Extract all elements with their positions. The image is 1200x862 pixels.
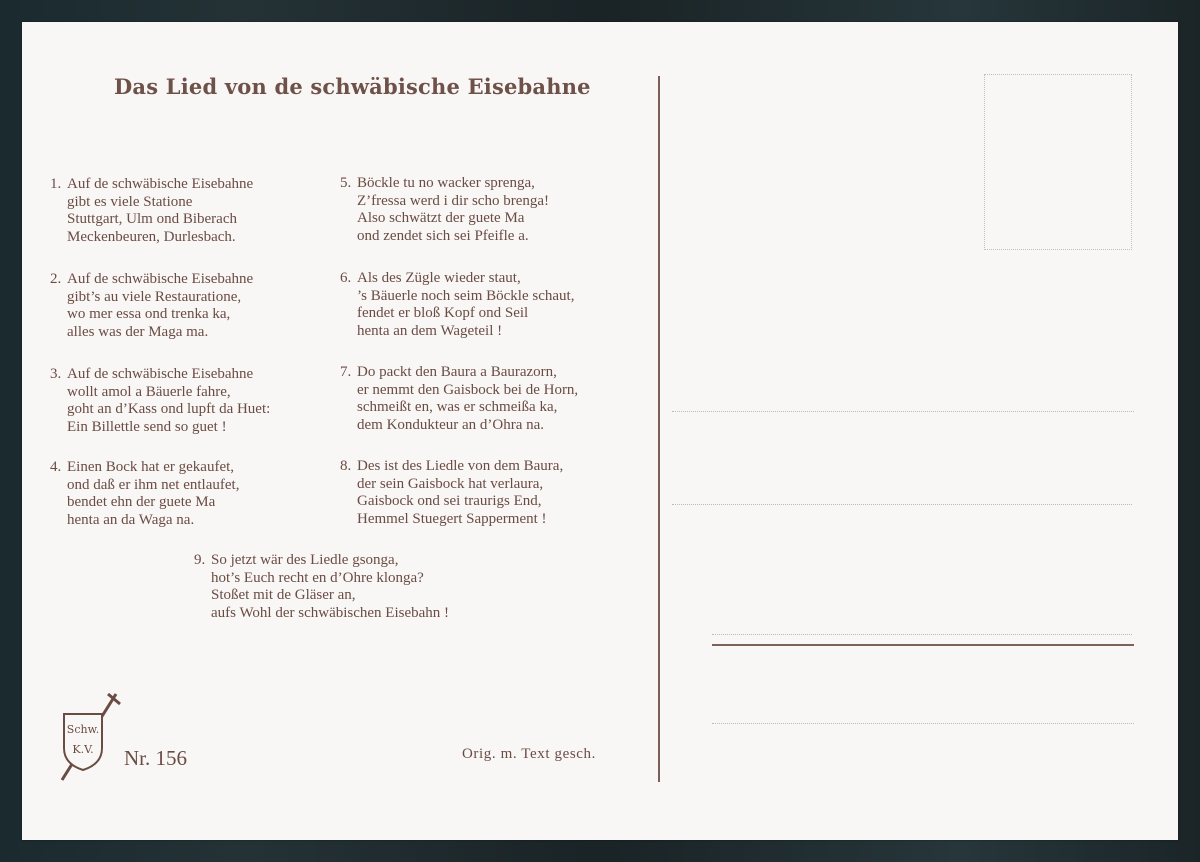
svg-text:K.V.: K.V.	[72, 743, 94, 756]
verse-line: 8. Des ist des Liedle von dem Baura,	[340, 458, 564, 475]
verse-line: Also schwätzt der guete Ma	[357, 210, 525, 227]
verse-number: 4.	[50, 459, 62, 476]
publisher-logo	[54, 690, 122, 786]
verse-line: 4. Einen Bock hat er gekaufet,	[50, 459, 235, 476]
verse-line: Stuttgart, Ulm ond Biberach	[67, 211, 237, 228]
verse-line: gibt’s au viele Restauratione,	[67, 288, 242, 305]
verse-line: ond zendet sich sei Pfeifle a.	[357, 227, 529, 244]
verse-line: 5. Böckle tu no wacker sprenga,	[340, 175, 535, 192]
verse-number: 3.	[50, 366, 62, 383]
verse-line: dem Kondukteur an d’Ohra na.	[357, 416, 545, 433]
verse-number: 9.	[194, 552, 206, 569]
center-divider	[658, 76, 660, 782]
verse-line: hot’s Euch recht en d’Ohre klonga?	[211, 569, 424, 586]
verse-line: 3. Auf de schwäbische Eisebahne	[50, 366, 254, 383]
verse-line: Stoßet mit de Gläser an,	[211, 587, 356, 604]
verse-number: 5.	[340, 175, 352, 192]
verse-line: Ein Billettle send so guet !	[67, 418, 227, 435]
address-solid-line	[712, 644, 1134, 646]
address-line	[672, 504, 1132, 505]
verse-line: ’s Bäuerle noch seim Böckle schaut,	[357, 287, 575, 304]
verse-number: 1.	[50, 176, 62, 193]
verse-number: 8.	[340, 458, 352, 475]
verse-line: schmeißt en, was er schmeißa ka,	[357, 399, 558, 416]
verse-line: Meckenbeuren, Durlesbach.	[67, 228, 236, 245]
address-line	[672, 411, 1134, 412]
verse-line: Hemmel Stuegert Sapperment !	[357, 510, 547, 527]
verse-line: Gaisbock ond sei traurigs End,	[357, 493, 542, 510]
svg-text:Schw.: Schw.	[66, 723, 100, 736]
verse-line: bendet ehn der guete Ma	[67, 494, 216, 511]
verse-number: 2.	[50, 271, 62, 288]
verse-line: fendet er bloß Kopf ond Seil	[357, 305, 529, 322]
verse-line: alles was der Maga ma.	[67, 323, 209, 340]
verse-line: 6. Als des Zügle wieder staut,	[340, 270, 521, 287]
verse-line: gibt es viele Statione	[67, 193, 193, 210]
verse-line: der sein Gaisbock hat verlaura,	[357, 475, 544, 492]
verse-line: henta an dem Wageteil !	[357, 322, 503, 339]
verse-number: 6.	[340, 270, 352, 287]
copyright-note: Orig. m. Text gesch.	[462, 746, 596, 762]
card-number: Nr. 156	[124, 746, 187, 770]
verse-line: ond daß er ihm net entlaufet,	[67, 476, 240, 493]
verse-line: 1. Auf de schwäbische Eisebahne	[50, 176, 254, 193]
verse-line: aufs Wohl der schwäbischen Eisebahn !	[211, 604, 450, 621]
song-title: Das Lied von de schwäbische Eisebahne	[114, 74, 591, 99]
address-line	[712, 723, 1134, 724]
verse-9	[194, 517, 449, 658]
verse-line: henta an da Waga na.	[67, 511, 195, 528]
verse-line: er nemmt den Gaisbock bei de Horn,	[357, 381, 579, 398]
verse-number: 7.	[340, 364, 352, 381]
verse-line: goht an d’Kass ond lupft da Huet:	[67, 401, 271, 418]
verse-line: 9. So jetzt wär des Liedle gsonga,	[194, 552, 399, 569]
verse-line: wo mer essa ond trenka ka,	[67, 306, 231, 323]
postcard	[22, 22, 1178, 840]
stamp-box	[984, 74, 1132, 250]
verse-line: wollt amol a Bäuerle fahre,	[67, 383, 231, 400]
verse-line: 2. Auf de schwäbische Eisebahne	[50, 271, 254, 288]
verse-line: 7. Do packt den Baura a Baurazorn,	[340, 364, 557, 381]
shield-sword-logo-icon	[54, 690, 122, 786]
verse-line: Z’fressa werd i dir scho brenga!	[357, 192, 550, 209]
address-line	[712, 634, 1132, 635]
